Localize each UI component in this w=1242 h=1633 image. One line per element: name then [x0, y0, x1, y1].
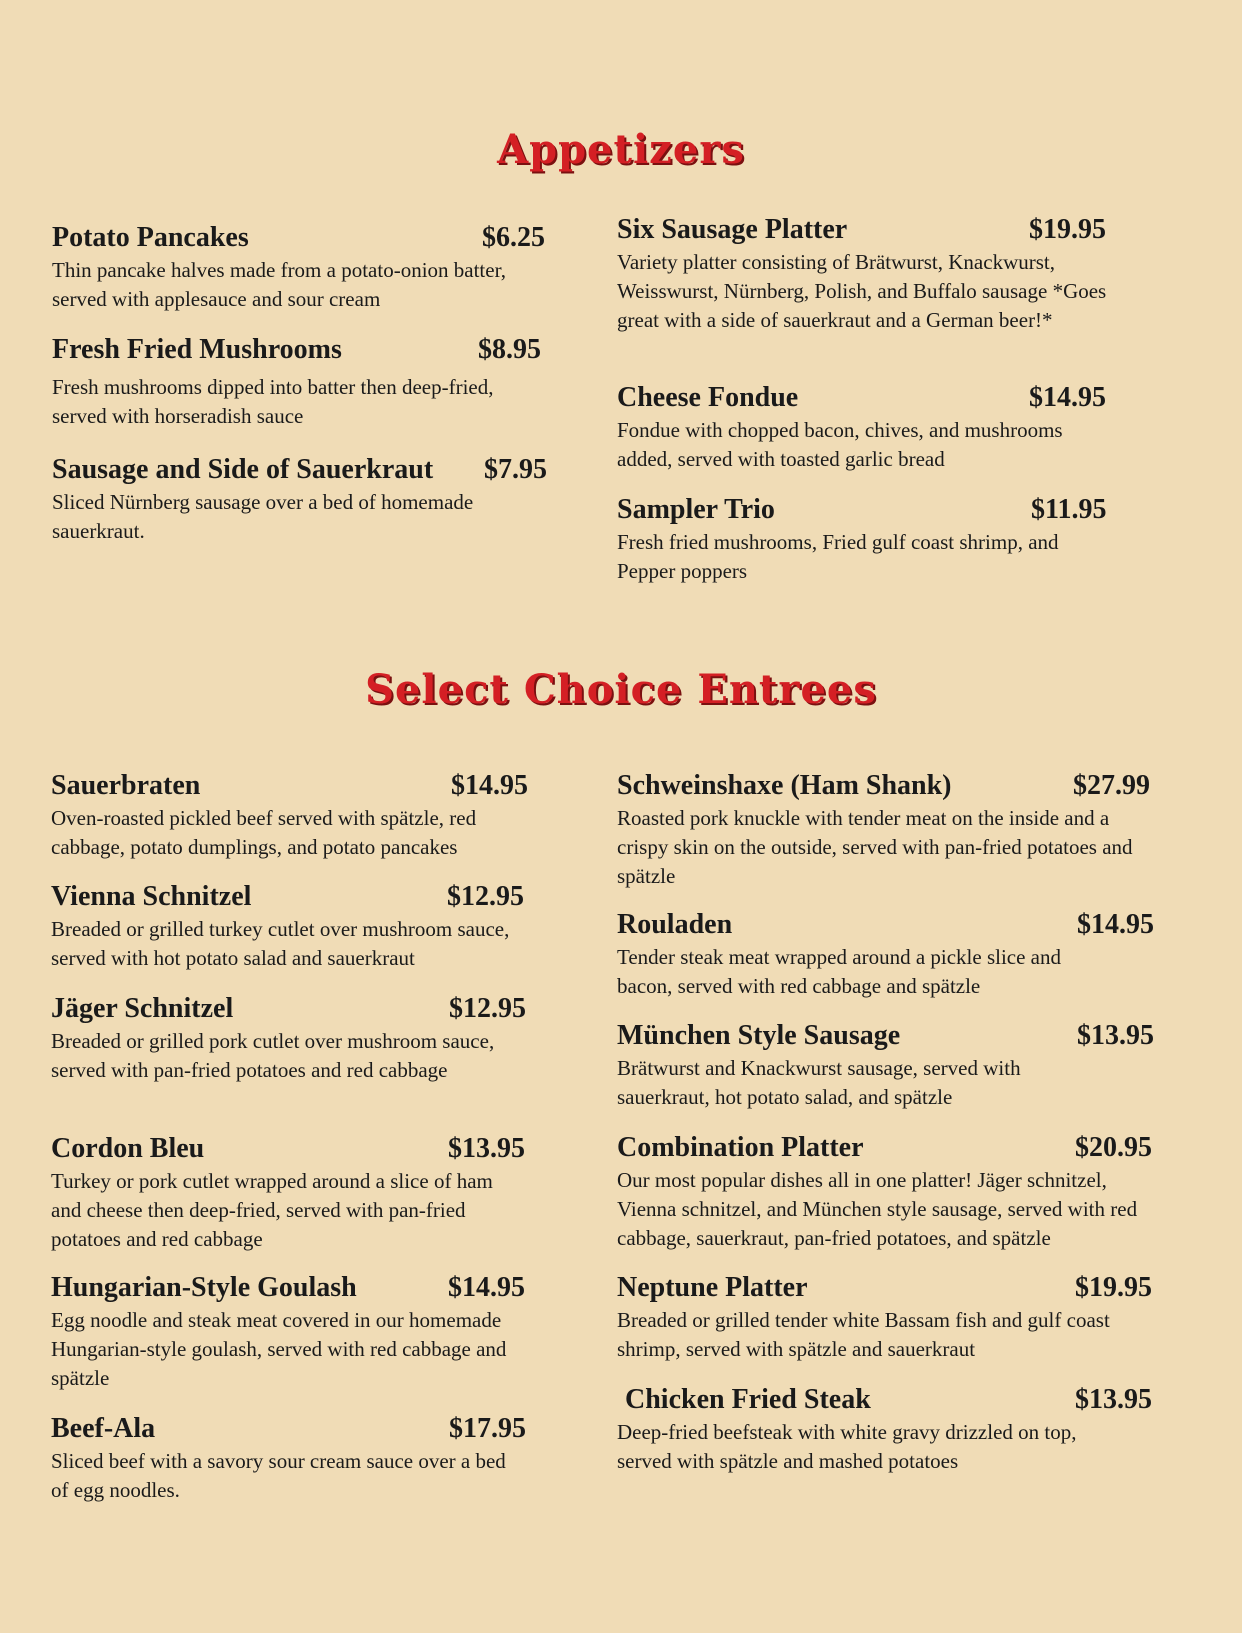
item-description: Oven-roasted pickled beef served with spätzle, red cabbage, potato dumplings, and potato pancakes — [51, 806, 477, 859]
item-name: Chicken Fried Steak — [625, 1384, 871, 1415]
item-name: Cheese Fondue — [617, 382, 799, 413]
item-description: Thin pancake halves made from a potato-onion batter, served with applesauce and sour cream — [52, 258, 506, 311]
item-price: $19.95 — [1075, 1272, 1152, 1303]
menu-item — [51, 1271, 551, 1393]
item-description: Roasted pork knuckle with tender meat on the inside and a crispy skin on the outside, served with pan-fried potatoes and spätzle — [617, 806, 1133, 888]
menu-item — [617, 1271, 1167, 1364]
item-description: Sliced Nürnberg sausage over a bed of homemade sauerkraut. — [52, 490, 474, 543]
item-description: Fresh mushrooms dipped into batter then deep-fried, served with horseradish sauce — [52, 375, 494, 428]
menu-item — [617, 213, 1117, 335]
menu-item — [51, 1132, 551, 1254]
item-description: Brätwurst and Knackwurst sausage, served with sauerkraut, hot potato salad, and spätzle — [617, 1056, 1021, 1109]
item-price: $12.95 — [447, 881, 524, 912]
item-price: $8.95 — [478, 334, 541, 365]
item-name: Beef-Ala — [51, 1413, 156, 1444]
item-price: $13.95 — [1075, 1384, 1152, 1415]
item-name: Sauerbraten — [51, 770, 201, 801]
item-description: Variety platter consisting of Brätwurst, Knackwurst, Weisswurst, Nürnberg, Polish, and Buffalo sausage *Goes great with a side of sauerkraut and a German beer!* — [617, 250, 1107, 332]
menu-item — [617, 493, 1117, 586]
item-price: $27.99 — [1073, 770, 1150, 801]
item-description: Egg noodle and steak meat covered in our homemade Hungarian-style goulash, served with red cabbage and spätzle — [51, 1308, 507, 1390]
menu-item — [52, 221, 552, 314]
item-price: $6.25 — [482, 222, 545, 253]
item-name: Rouladen — [617, 909, 733, 940]
menu-item — [51, 1412, 551, 1505]
item-price: $13.95 — [1077, 1020, 1154, 1051]
menu-item — [51, 880, 551, 973]
item-name: Hungarian-Style Goulash — [51, 1272, 357, 1303]
item-price: $12.95 — [449, 993, 526, 1024]
item-description: Tender steak meat wrapped around a pickle slice and bacon, served with red cabbage and spätzle — [617, 945, 1062, 998]
item-description: Turkey or pork cutlet wrapped around a slice of ham and cheese then deep-fried, served with pan-fried potatoes and red cabbage — [51, 1169, 493, 1251]
item-price: $14.95 — [1077, 909, 1154, 940]
item-price: $13.95 — [448, 1133, 525, 1164]
menu-item — [52, 453, 562, 546]
item-name: Jäger Schnitzel — [51, 993, 234, 1024]
menu-item — [617, 769, 1167, 891]
item-price: $14.95 — [451, 770, 528, 801]
menu-item — [617, 381, 1117, 474]
item-price: $17.95 — [449, 1413, 526, 1444]
item-name: Sampler Trio — [617, 494, 775, 525]
item-description: Breaded or grilled turkey cutlet over mushroom sauce, served with hot potato salad and sauerkraut — [51, 917, 510, 970]
item-price: $11.95 — [1031, 494, 1107, 525]
menu-item — [617, 908, 1167, 1001]
item-name: Sausage and Side of Sauerkraut — [52, 454, 434, 485]
item-name: Fresh Fried Mushrooms — [52, 334, 342, 365]
item-description: Deep-fried beefsteak with white gravy drizzled on top, served with spätzle and mashed potatoes — [617, 1420, 1077, 1473]
item-name: Cordon Bleu — [51, 1133, 205, 1164]
item-price: $14.95 — [1029, 382, 1106, 413]
item-description: Our most popular dishes all in one platter! Jäger schnitzel, Vienna schnitzel, and München style sausage, served with red cabbage, sauerkraut, pan-fried potatoes, and spätzle — [617, 1168, 1138, 1250]
menu-item — [51, 992, 551, 1085]
item-description: Fresh fried mushrooms, Fried gulf coast shrimp, and Pepper poppers — [617, 530, 1059, 583]
item-name: Neptune Platter — [617, 1272, 808, 1303]
item-price: $20.95 — [1075, 1132, 1152, 1163]
item-name: Six Sausage Platter — [617, 214, 848, 245]
item-price: $19.95 — [1029, 214, 1106, 245]
item-name: Combination Platter — [617, 1132, 864, 1163]
item-name: Vienna Schnitzel — [51, 881, 252, 912]
item-description: Breaded or grilled pork cutlet over mushroom sauce, served with pan-fried potatoes and red cabbage — [51, 1029, 495, 1082]
item-name: Potato Pancakes — [52, 222, 249, 253]
item-description: Fondue with chopped bacon, chives, and mushrooms added, served with toasted garlic bread — [617, 418, 1063, 471]
item-price: $14.95 — [448, 1272, 525, 1303]
menu-item — [617, 1131, 1167, 1253]
item-name: München Style Sausage — [617, 1020, 901, 1051]
appetizers-title: Appetizers — [497, 126, 745, 173]
menu-item — [617, 1019, 1167, 1112]
item-description: Breaded or grilled tender white Bassam fish and gulf coast shrimp, served with spätzle and sauerkraut — [617, 1308, 1110, 1361]
entrees-title: Select Choice Entrees — [365, 666, 877, 713]
item-description: Sliced beef with a savory sour cream sauce over a bed of egg noodles. — [51, 1449, 506, 1502]
menu-item — [617, 1383, 1167, 1476]
menu-item — [52, 333, 552, 431]
menu-item — [51, 769, 551, 862]
item-price: $7.95 — [484, 454, 547, 485]
item-name: Schweinshaxe (Ham Shank) — [617, 770, 952, 801]
